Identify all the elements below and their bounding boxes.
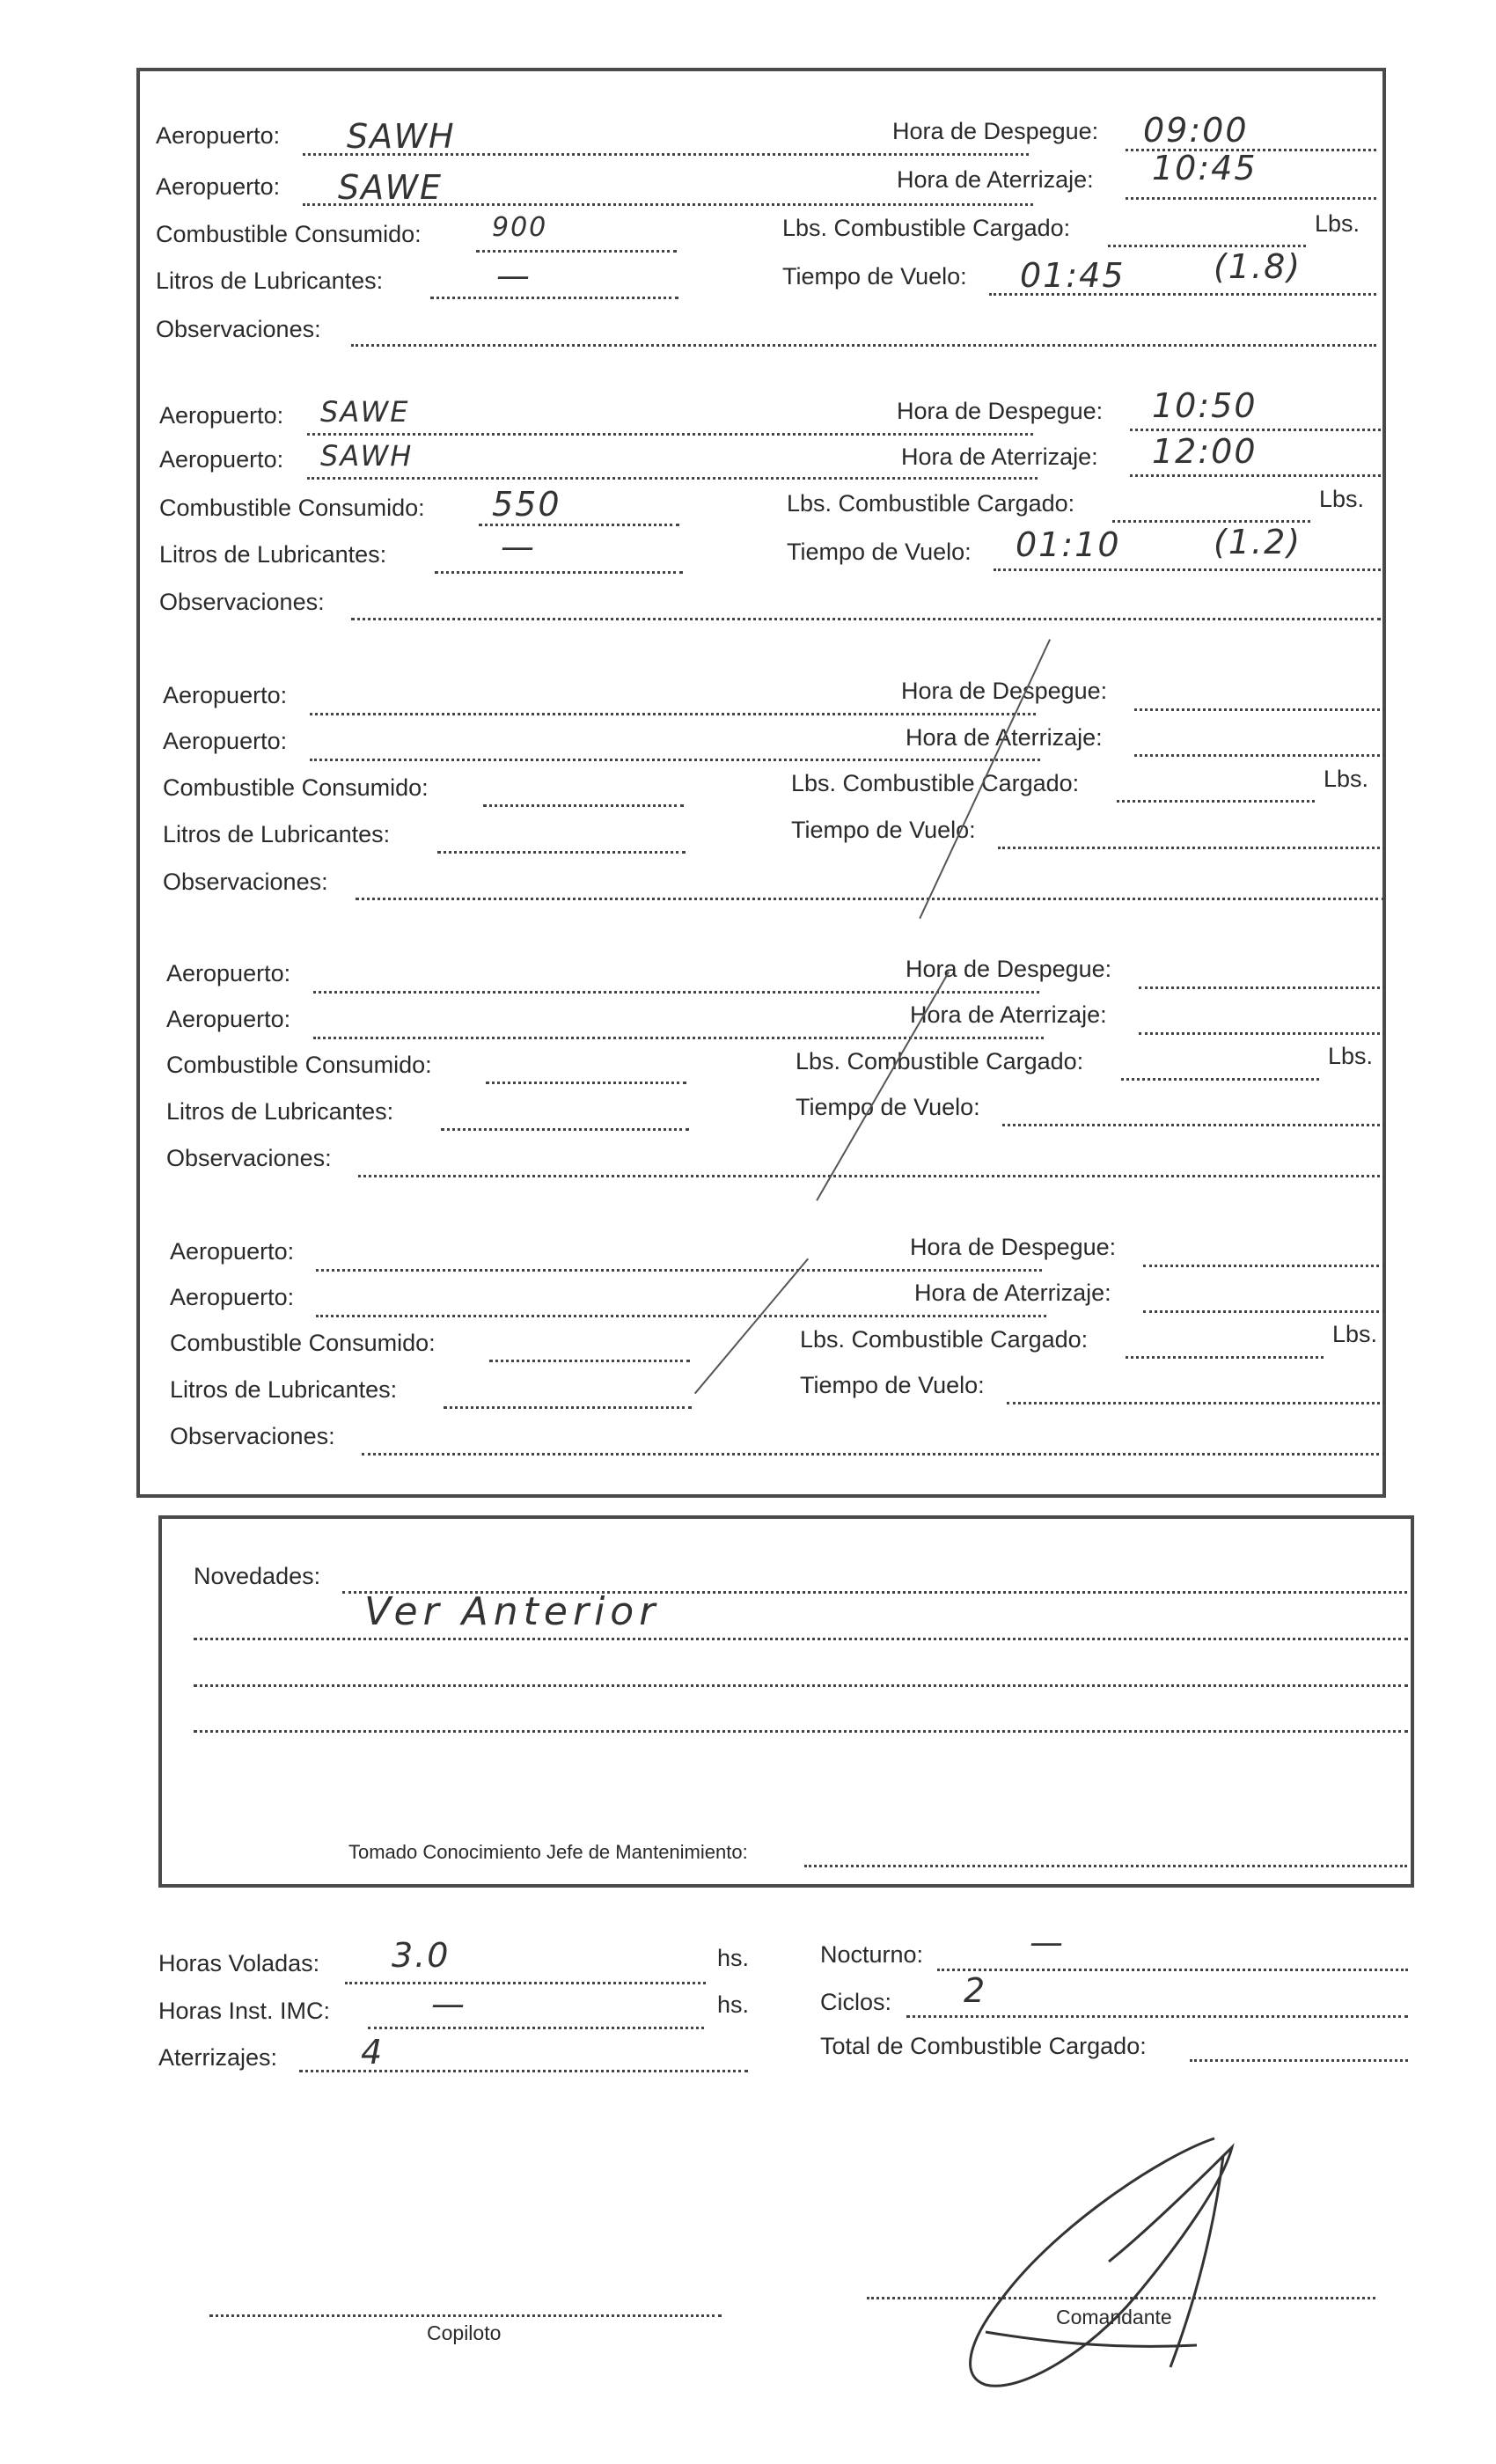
airport-from-value: SAWE: [320, 395, 410, 429]
commander-label: Comandante: [1056, 2306, 1172, 2328]
landing-label: Hora de Aterrizaje:: [901, 444, 1098, 470]
remarks-label: Observaciones:: [159, 589, 325, 615]
news-box: [158, 1515, 1414, 1888]
landing-label: Hora de Aterrizaje:: [897, 166, 1094, 193]
lbs-unit: Lbs.: [1315, 210, 1360, 237]
fuel-used-label: Combustible Consumido:: [159, 495, 425, 521]
airport-to-value: SAWH: [320, 439, 414, 473]
imc-hours-label: Horas Inst. IMC:: [158, 1998, 331, 2024]
flight-time-value: 01:10: [1016, 525, 1121, 564]
cycles-value: 2: [964, 1971, 987, 2010]
airport-label: Aeropuerto:: [159, 446, 284, 473]
takeoff-label: Hora de Despegue:: [910, 1234, 1117, 1260]
fuel-loaded-label: Lbs. Combustible Cargado:: [791, 770, 1080, 796]
airport-label: Aeropuerto:: [166, 960, 291, 986]
imc-hours-value: —: [431, 1984, 466, 2023]
landing-label: Hora de Aterrizaje:: [906, 724, 1103, 751]
lubricants-label: Litros de Lubricantes:: [170, 1376, 398, 1403]
landing-label: Hora de Aterrizaje:: [914, 1280, 1111, 1306]
lubricants-value: —: [501, 527, 536, 566]
flight-log-box: [136, 68, 1386, 1498]
airport-label: Aeropuerto:: [159, 402, 284, 429]
fuel-used-label: Combustible Consumido:: [156, 221, 422, 247]
landing-value: 12:00: [1152, 432, 1258, 471]
maintenance-ack-label: Tomado Conocimiento Jefe de Mantenimiento:: [348, 1841, 748, 1863]
flight-time-decimal: (1.2): [1214, 523, 1302, 561]
takeoff-value: 10:50: [1152, 386, 1258, 425]
airport-label: Aeropuerto:: [163, 728, 288, 754]
fuel-loaded-label: Lbs. Combustible Cargado:: [800, 1326, 1089, 1353]
flight-time-label: Tiempo de Vuelo:: [782, 263, 967, 290]
flight-time-label: Tiempo de Vuelo:: [791, 817, 976, 843]
fuel-used-label: Combustible Consumido:: [170, 1330, 436, 1356]
lubricants-label: Litros de Lubricantes:: [163, 821, 391, 847]
fuel-used-value: 900: [492, 212, 548, 243]
night-value: —: [1030, 1923, 1065, 1962]
lubricants-label: Litros de Lubricantes:: [166, 1098, 394, 1125]
fuel-used-value: 550: [492, 485, 561, 524]
takeoff-value: 09:00: [1143, 111, 1249, 150]
cancel-strike-line: [694, 1258, 809, 1394]
landings-value: 4: [361, 2033, 385, 2072]
lubricants-label: Litros de Lubricantes:: [159, 541, 387, 568]
airport-from-field[interactable]: [156, 124, 280, 151]
lbs-unit: Lbs.: [1332, 1321, 1378, 1347]
total-fuel-label: Total de Combustible Cargado:: [820, 2033, 1147, 2059]
flight-time-decimal: (1.8): [1214, 247, 1302, 286]
night-label: Nocturno:: [820, 1941, 924, 1968]
copilot-label: Copiloto: [427, 2321, 502, 2344]
remarks-label: Observaciones:: [170, 1423, 335, 1449]
takeoff-label: Hora de Despegue:: [901, 678, 1108, 704]
airport-label: Aeropuerto:: [166, 1006, 291, 1032]
airport-label: Aeropuerto:: [156, 173, 281, 200]
airport-label: Aeropuerto:: [170, 1284, 295, 1310]
airport-label: Aeropuerto:: [170, 1238, 295, 1265]
fuel-loaded-label: Lbs. Combustible Cargado:: [782, 215, 1071, 241]
cancel-strike-line: [816, 972, 950, 1201]
remarks-label: Observaciones:: [163, 869, 328, 895]
flight-time-label: Tiempo de Vuelo:: [796, 1094, 980, 1120]
hours-flown-label: Horas Voladas:: [158, 1950, 320, 1976]
airport-to-value: SAWE: [338, 168, 444, 207]
flight-time-value: 01:45: [1020, 256, 1126, 295]
landings-label: Aterrizajes:: [158, 2044, 278, 2071]
landing-value: 10:45: [1152, 149, 1258, 187]
takeoff-label: Hora de Despegue:: [892, 118, 1099, 144]
fuel-used-label: Combustible Consumido:: [163, 774, 429, 801]
news-label: Novedades:: [194, 1563, 321, 1589]
news-value: Ver Anterior: [364, 1589, 661, 1634]
takeoff-label: Hora de Despegue:: [897, 398, 1104, 424]
fuel-loaded-label: Lbs. Combustible Cargado:: [787, 490, 1075, 517]
lbs-unit: Lbs.: [1324, 766, 1369, 792]
remarks-label: Observaciones:: [156, 316, 321, 342]
lbs-unit: Lbs.: [1328, 1043, 1374, 1069]
flight-time-label: Tiempo de Vuelo:: [800, 1372, 985, 1398]
airport-from-value: SAWH: [347, 117, 456, 156]
airport-label: Aeropuerto:: [156, 122, 281, 149]
lubricants-label: Litros de Lubricantes:: [156, 268, 384, 294]
hs-unit: hs.: [717, 1991, 750, 2018]
flight-time-label: Tiempo de Vuelo:: [787, 539, 972, 565]
hs-unit: hs.: [717, 1945, 750, 1971]
landing-label: Hora de Aterrizaje:: [910, 1001, 1107, 1028]
fuel-used-label: Combustible Consumido:: [166, 1052, 432, 1078]
cycles-label: Ciclos:: [820, 1989, 892, 2015]
takeoff-label: Hora de Despegue:: [906, 956, 1112, 982]
hours-flown-value: 3.0: [392, 1936, 451, 1975]
commander-signature: [933, 2121, 1285, 2411]
remarks-label: Observaciones:: [166, 1145, 332, 1171]
lbs-unit: Lbs.: [1319, 486, 1365, 512]
airport-label: Aeropuerto:: [163, 682, 288, 708]
lubricants-value: —: [496, 256, 532, 295]
fuel-loaded-label: Lbs. Combustible Cargado:: [796, 1048, 1084, 1074]
